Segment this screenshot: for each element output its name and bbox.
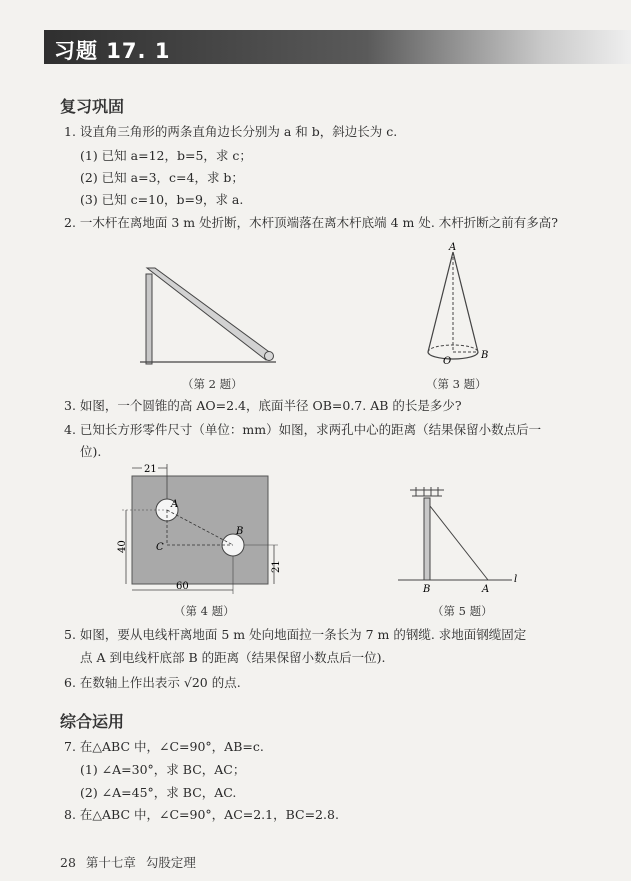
exercise-7-part-2: (2) ∠A=45°，求 BC，AC. <box>80 785 237 800</box>
exercise-1-part-2: (2) 已知 a=3，c=4，求 b； <box>80 170 244 185</box>
exercise-4-cont: 位). <box>80 444 102 459</box>
exercise-2: 2. 一木杆在离地面 3 m 处折断，木杆顶端落在离木杆底端 4 m 处. 木杆折断之前有多高? <box>64 215 559 230</box>
exercise-5-cont: 点 A 到电线杆底部 B 的距离（结果保留小数点后一位). <box>80 650 386 665</box>
dim-label-21-right: 21 <box>271 560 282 573</box>
page-footer <box>60 853 202 871</box>
label-o: O <box>443 356 452 367</box>
label-l: l <box>514 574 518 585</box>
page-number: 28 <box>60 855 76 870</box>
exercise-1-part-3: (3) 已知 c=10，b=9，求 a. <box>80 192 244 207</box>
figure-3-cone <box>412 240 502 368</box>
caption-figure-2: （第 2 题） <box>182 377 243 391</box>
label-c: C <box>156 542 164 553</box>
caption-figure-4: （第 4 题） <box>174 604 235 618</box>
section-title-comprehensive: 综合运用 <box>60 712 125 731</box>
pole-fallen-part <box>147 268 272 360</box>
exercise-4: 4. 已知长方形零件尺寸（单位：mm）如图，求两孔中心的距离（结果保留小数点后一 <box>64 422 542 437</box>
figure-5-utility-pole <box>394 478 524 598</box>
exercise-8: 8. 在△ABC 中，∠C=90°，AC=2.1，BC=2.8. <box>64 807 339 822</box>
exercise-1: 1. 设直角三角形的两条直角边长分别为 a 和 b，斜边长为 c. <box>64 124 398 139</box>
cone-base-front <box>428 352 478 359</box>
label-a: A <box>449 242 457 253</box>
dim-label-40: 40 <box>117 540 128 553</box>
exercise-1-part-1: (1) 已知 a=12，b=5，求 c； <box>80 148 252 163</box>
dim-label-21-top: 21 <box>144 464 157 475</box>
pole-top-end <box>265 352 274 361</box>
label-b: B <box>423 584 431 595</box>
rectangular-plate <box>132 476 268 584</box>
pole-standing-part <box>146 274 152 364</box>
chapter-title: 勾股定理 <box>145 855 196 870</box>
figure-4-plate <box>112 460 288 598</box>
exercise-6: 6. 在数轴上作出表示 √20 的点. <box>64 675 241 690</box>
steel-cable <box>430 506 488 580</box>
cone-left-side <box>428 252 453 352</box>
label-b: B <box>236 526 244 537</box>
label-a: A <box>482 584 490 595</box>
label-b: B <box>481 350 489 361</box>
exercise-5: 5. 如图，要从电线杆离地面 5 m 处向地面拉一条长为 7 m 的钢缆. 求地面钢缆固定 <box>64 627 527 642</box>
chapter-label: 第十七章 <box>85 855 136 870</box>
cone-right-side <box>453 252 478 352</box>
caption-figure-3: （第 3 题） <box>426 377 487 391</box>
exercise-7-part-1: (1) ∠A=30°，求 BC，AC； <box>80 762 246 777</box>
section-title-review: 复习巩固 <box>60 97 125 116</box>
figure-2-broken-pole <box>138 258 283 368</box>
caption-figure-5: （第 5 题） <box>432 604 493 618</box>
dim-label-60: 60 <box>176 581 189 592</box>
utility-pole <box>424 498 430 580</box>
exercise-title: 习题 17. 1 <box>54 39 171 63</box>
exercise-7: 7. 在△ABC 中，∠C=90°，AB=c. <box>64 739 264 754</box>
label-a: A <box>171 499 179 510</box>
exercise-3: 3. 如图，一个圆锥的高 AO=2.4，底面半径 OB=0.7. AB 的长是多少? <box>64 398 462 413</box>
